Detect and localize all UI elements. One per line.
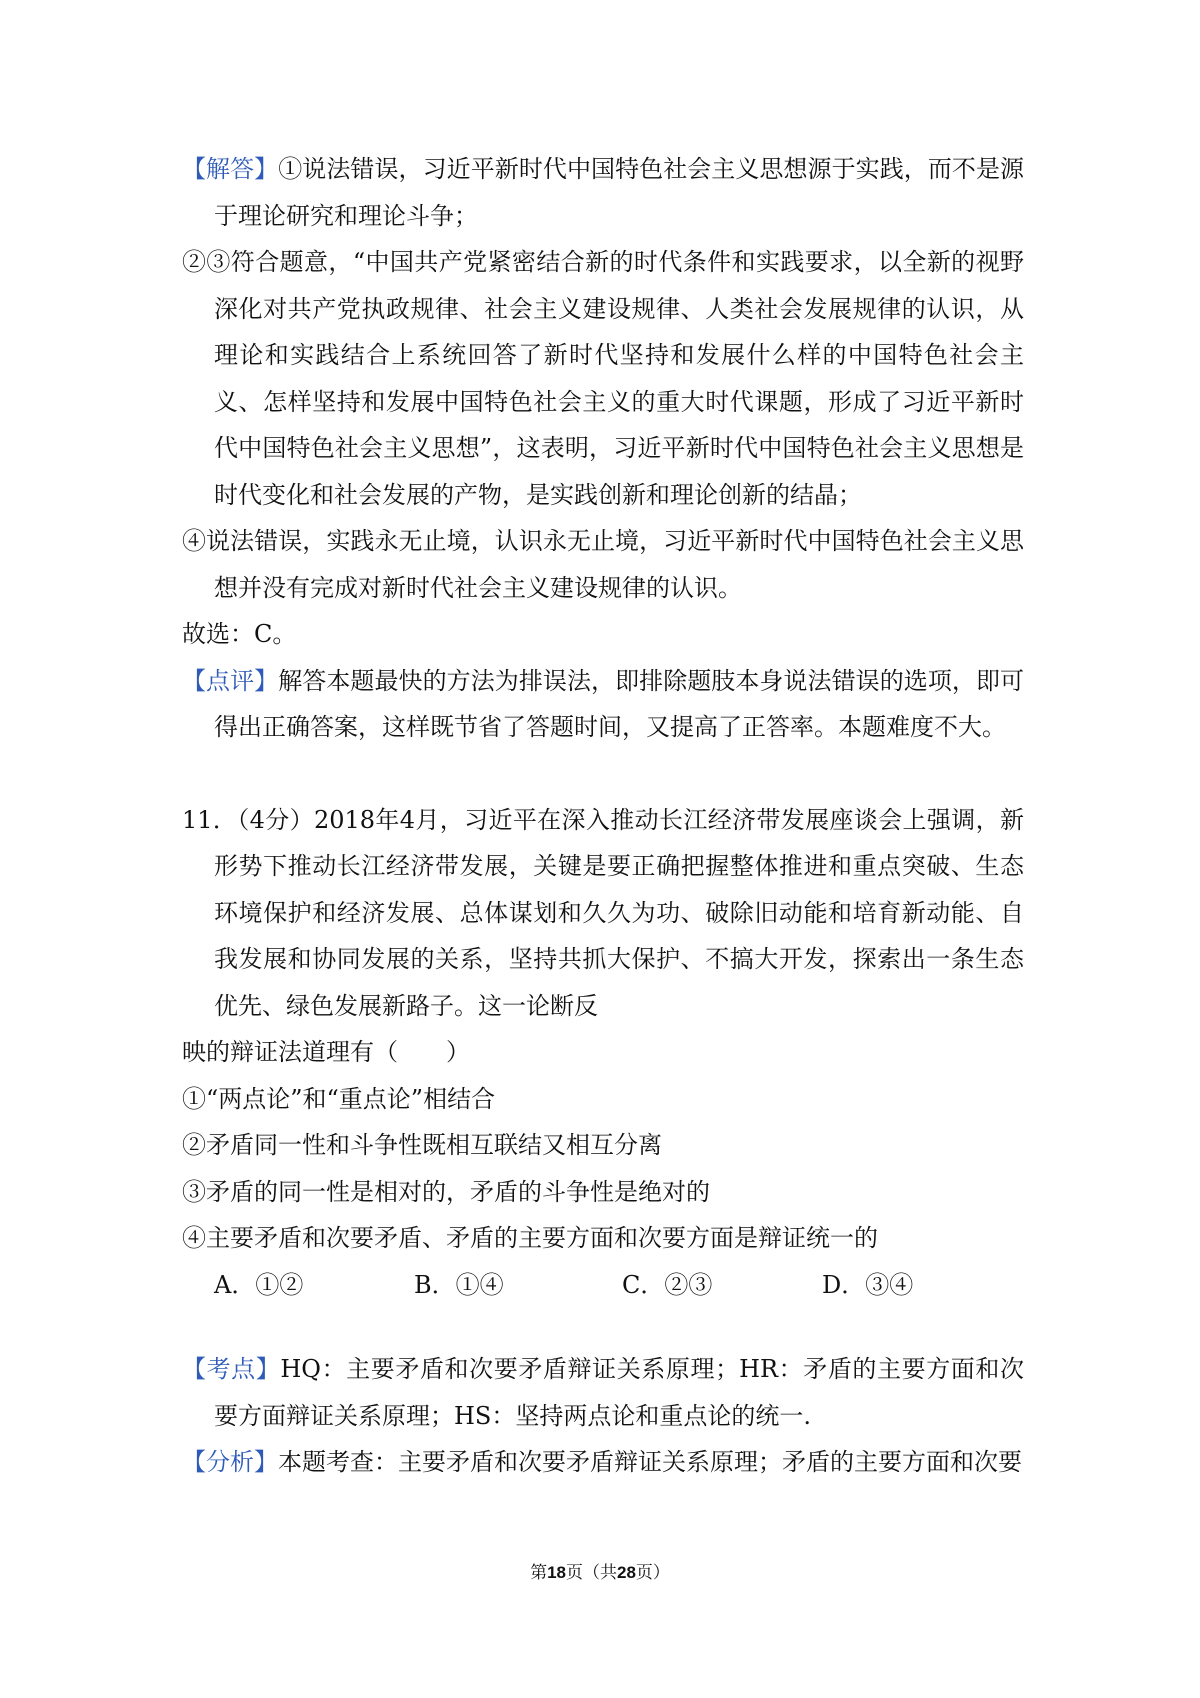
question-item-4: ④主要矛盾和次要矛盾、矛盾的主要方面和次要方面是辩证统一的 [182,1224,878,1252]
footer-middle: 页（共 [566,1563,617,1583]
answer-choice: 故选：C。 [182,620,297,648]
analysis-tag: 【分析】 [182,1448,278,1476]
answer-paragraph-3: ④说法错误，实践永无止境，认识永无止境，习近平新时代中国特色社会主义思想并没有完成对新时代社会主义建设规律的认识。 [182,527,1024,602]
section-gap [182,751,1024,797]
option-c: C．②③ [622,1270,713,1299]
page-content [182,146,1024,1486]
answer-paragraph-1 [182,146,1024,239]
analysis-paragraph [182,1439,1024,1486]
option-d: D．③④ [822,1270,914,1299]
question-stem: 11．（4分）2018年4月，习近平在深入推动长江经济带发展座谈会上强调，新形势下推动长江经济带发展，关键是要正确把握整体推进和重点突破、生态环境保护和经济发展、总体谋划和久久为功、破除旧动能和培育新动能、自我发展和协同发展的关系，坚持共抓大保护、不搞大开发，探索出一条生态优先、绿色发展新路子。这一论断反 [182,805,1024,1020]
comment-paragraph [182,658,1024,751]
option-a: A．①② [214,1270,304,1299]
option-b: B．①④ [414,1270,504,1299]
answer-paragraph-2: ②③符合题意，“中国共产党紧密结合新的时代条件和实践要求，以全新的视野深化对共产党执政规律、社会主义建设规律、人类社会发展规律的认识，从理论和实践结合上系统回答了新时代坚持和发展什么样的中国特色社会主义、怎样坚持和发展中国特色社会主义的重大时代课题，形成了习近平新时代中国特色社会主义思想”，这表明，习近平新时代中国特色社会主义思想是时代变化和社会发展的产物，是实践创新和理论创新的结晶； [182,248,1024,509]
question-stem-tail: 映的辩证法道理有（ ） [182,1038,470,1066]
knowledge-text: HQ：主要矛盾和次要矛盾辩证关系原理；HR：矛盾的主要方面和次要方面辩证关系原理；HS：坚持两点论和重点论的统一. [214,1355,1024,1430]
comment-tag: 【点评】 [182,666,279,695]
analysis-text: 本题考查：主要矛盾和次要矛盾辩证关系原理；矛盾的主要方面和次要 [278,1448,1022,1476]
answer-tag: 【解答】 [182,155,279,183]
footer-suffix: 页） [635,1563,670,1583]
question-item-1: ①“两点论”和“重点论”相结合 [182,1084,496,1113]
question-item-3: ③矛盾的同一性是相对的，矛盾的斗争性是绝对的 [182,1177,710,1206]
answer-text-1: ①说法错误，习近平新时代中国特色社会主义思想源于实践，而不是源于理论研究和理论斗争； [214,155,1025,230]
comment-text: 解答本题最快的方法为排误法，即排除题肢本身说法错误的选项，即可得出正确答案，这样既节省了答题时间，又提高了正答率。本题难度不大。 [214,666,1025,741]
knowledge-paragraph [182,1346,1024,1439]
knowledge-tag: 【考点】 [182,1355,281,1383]
section-gap [182,1308,1024,1346]
footer-total-pages: 28 [617,1563,636,1582]
footer-prefix: 第 [530,1563,548,1583]
footer-current-page: 18 [547,1563,566,1582]
question-item-2: ②矛盾同一性和斗争性既相互联结又相互分离 [182,1131,662,1159]
page-footer [0,1558,1200,1583]
answer-options [182,1262,1024,1309]
